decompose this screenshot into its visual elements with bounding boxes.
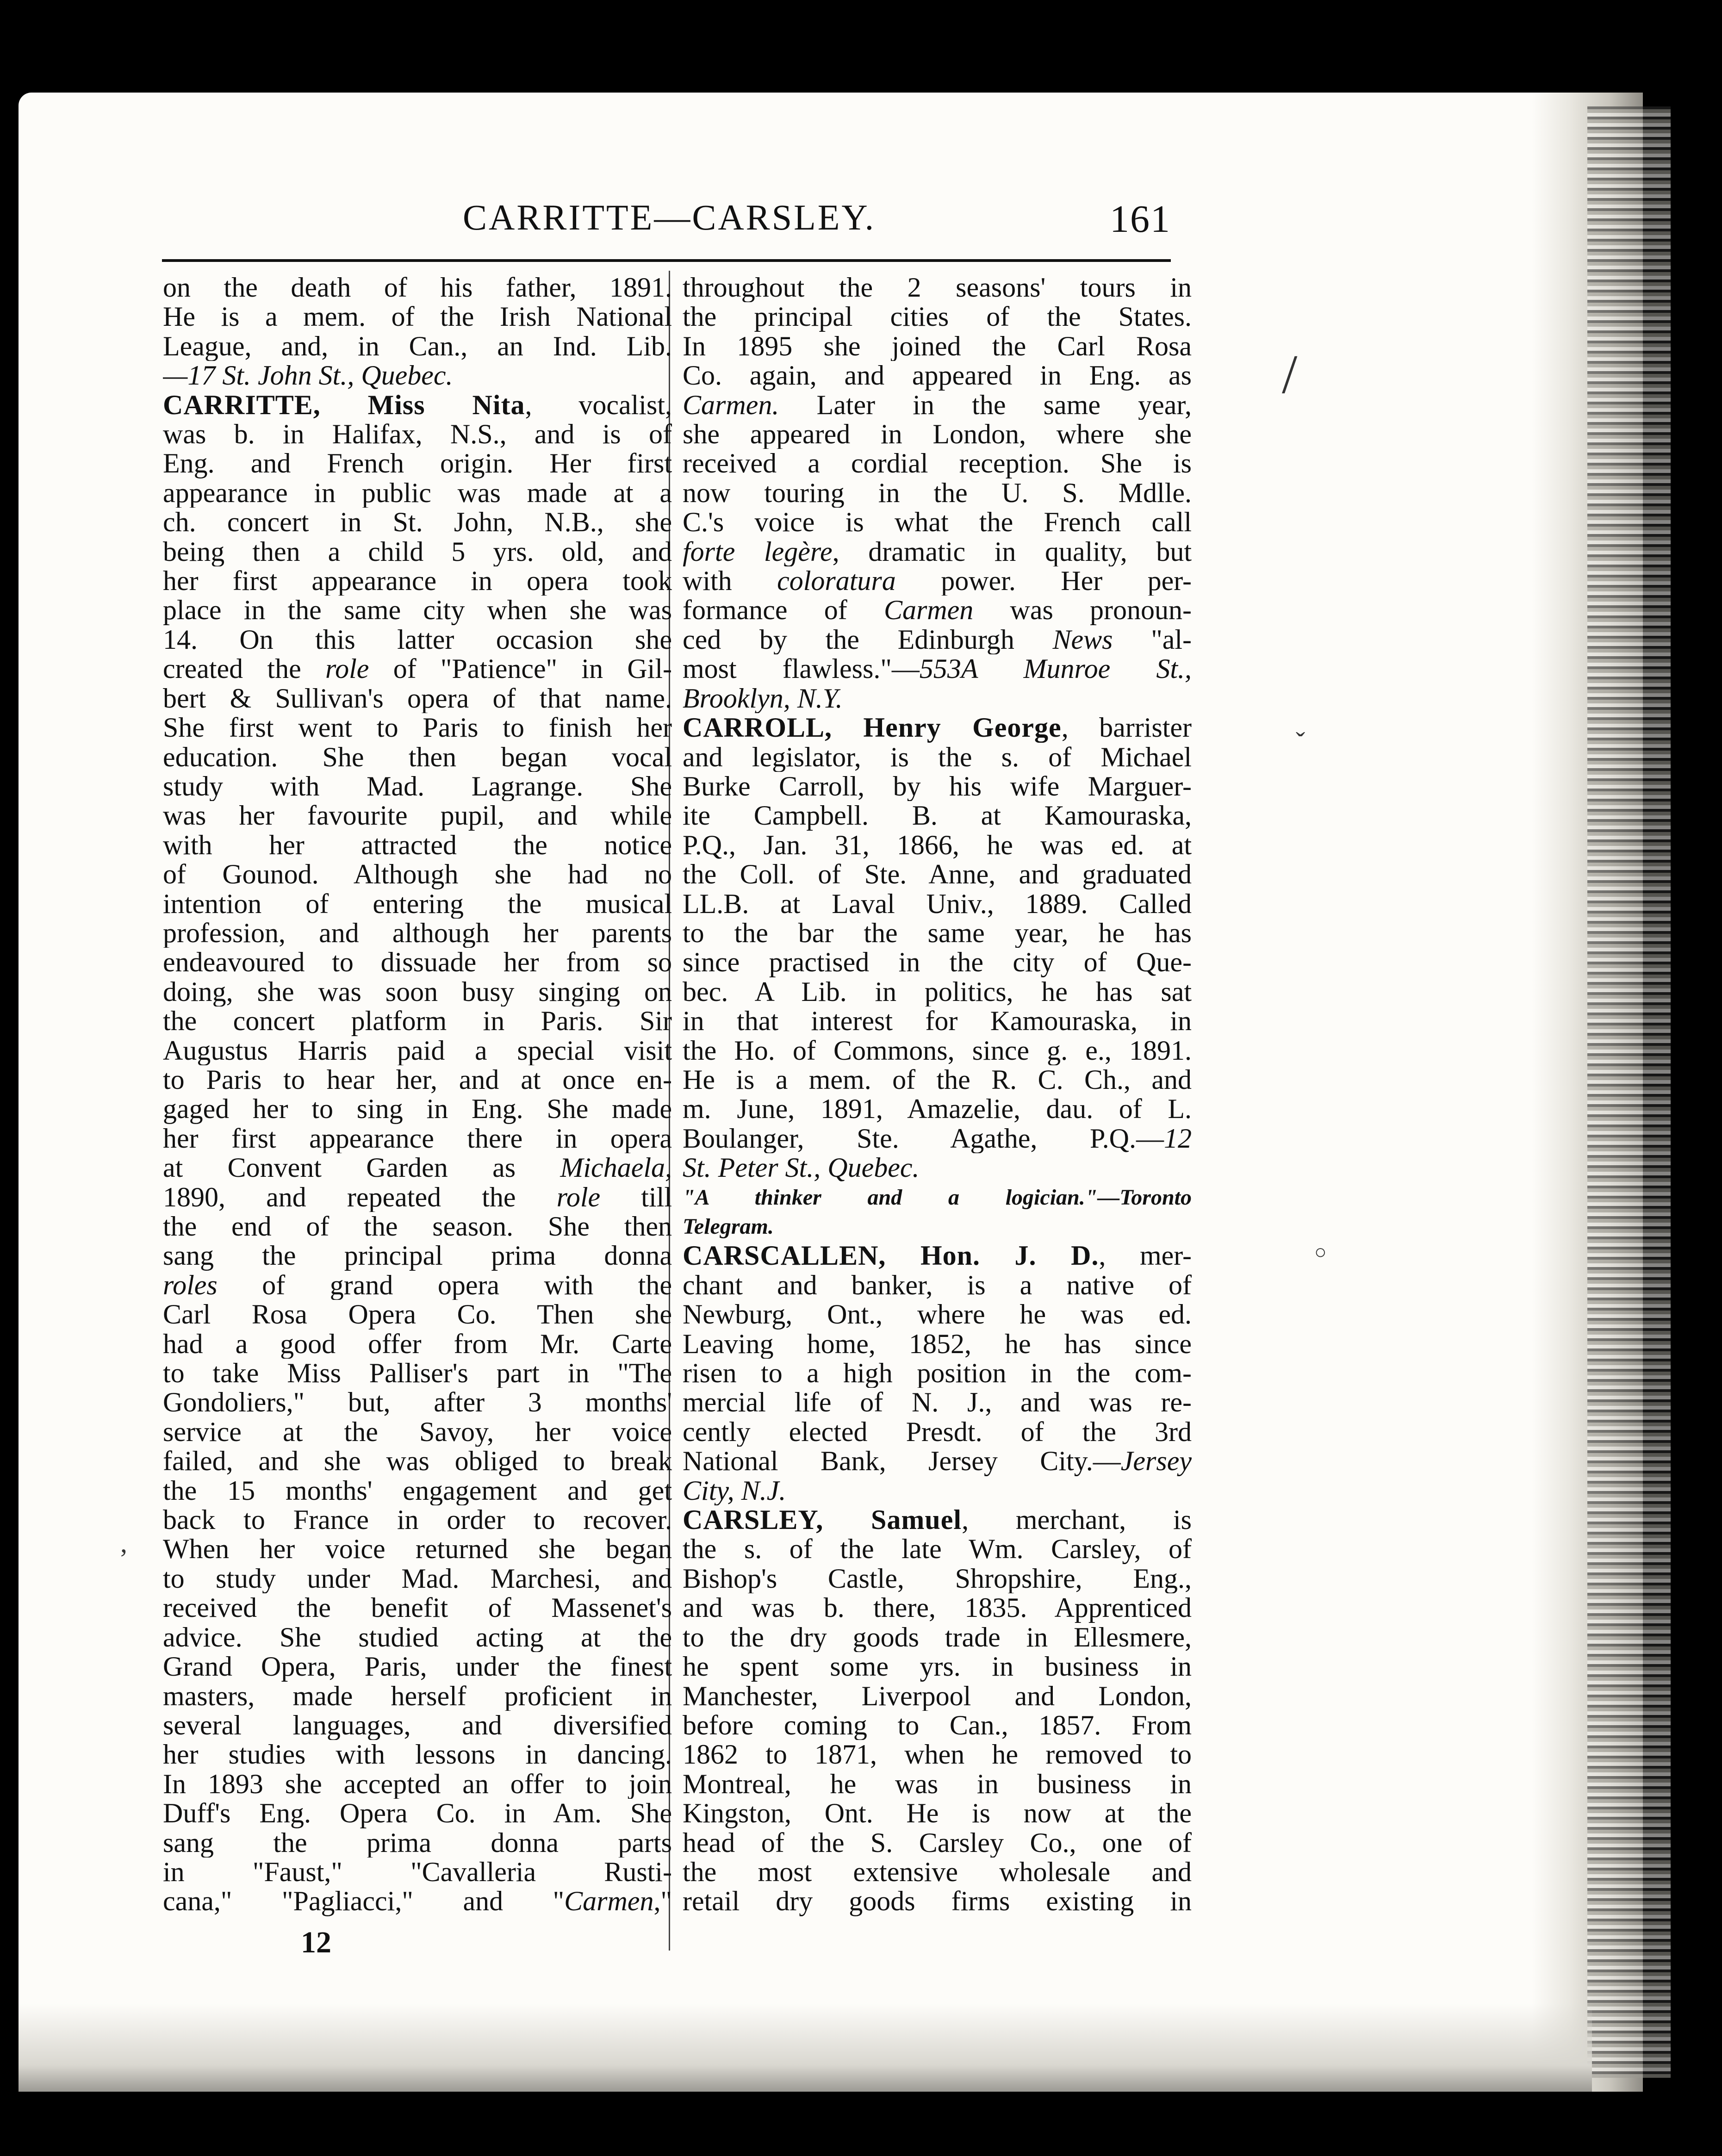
text-line: before coming to Can., 1857. From	[683, 1710, 1192, 1740]
margin-mark-icon: ○	[1314, 1241, 1327, 1263]
text-line: In 1893 she accepted an offer to join	[163, 1769, 672, 1799]
text-line: Leaving home, 1852, he has since	[683, 1329, 1192, 1359]
text-line: place in the same city when she was	[163, 596, 672, 625]
text-line: Augustus Harris paid a special visit	[163, 1036, 672, 1065]
text-line: ch. concert in St. John, N.B., she	[163, 508, 672, 537]
text-line: She first went to Paris to finish her	[163, 713, 672, 743]
text-line: to the bar the same year, he has	[683, 918, 1192, 948]
text-line: the concert platform in Paris. Sir	[163, 1007, 672, 1036]
text-line: Carmen. Later in the same year,	[683, 390, 1192, 420]
text-line: sang the prima donna parts	[163, 1828, 672, 1858]
text-line: cana," "Pagliacci," and "Carmen,"	[163, 1887, 672, 1916]
text-line: Eng. and French origin. Her first	[163, 449, 672, 478]
text-line: service at the Savoy, her voice	[163, 1417, 672, 1447]
text-line: In 1895 she joined the Carl Rosa	[683, 331, 1192, 361]
text-line: of Gounod. Although she had no	[163, 860, 672, 889]
text-line: now touring in the U. S. Mdlle.	[683, 478, 1192, 508]
text-line: to take Miss Palliser's part in "The	[163, 1359, 672, 1388]
text-line: the 15 months' engagement and get	[163, 1476, 672, 1506]
text-line: ite Campbell. B. at Kamouraska,	[683, 801, 1192, 831]
entry-heading-carsley: CARSLEY, Samuel, merchant, is	[683, 1505, 1192, 1535]
text-line: the Ho. of Commons, since g. e., 1891.	[683, 1036, 1192, 1065]
text-line: the s. of the late Wm. Carsley, of	[683, 1535, 1192, 1564]
text-line: at Convent Garden as Michaela,	[163, 1153, 672, 1183]
text-line: her first appearance there in opera	[163, 1124, 672, 1154]
text-line: doing, she was soon busy singing on	[163, 977, 672, 1007]
text-line: Manchester, Liverpool and London,	[683, 1681, 1192, 1711]
entry-heading-carritte: CARRITTE, Miss Nita, vocalist,	[163, 390, 672, 420]
text-line: received the benefit of Massenet's	[163, 1593, 672, 1623]
text-line: chant and banker, is a native of	[683, 1270, 1192, 1300]
text-line: St. Peter St., Quebec.	[683, 1153, 920, 1183]
text-line: appearance in public was made at a	[163, 478, 672, 508]
text-line: bec. A Lib. in politics, he has sat	[683, 977, 1192, 1007]
text-line: with coloratura power. Her per-	[683, 566, 1192, 596]
text-line: the most extensive wholesale and	[683, 1857, 1192, 1887]
text-line: with her attracted the notice	[163, 830, 672, 860]
text-line: Brooklyn, N.Y.	[683, 683, 843, 714]
signature-mark: 12	[301, 1926, 331, 1959]
text-line: formance of Carmen was pronoun-	[683, 596, 1192, 625]
text-line: Co. again, and appeared in Eng. as	[683, 361, 1192, 391]
quote-source: Telegram.	[683, 1214, 774, 1239]
right-column	[683, 273, 1192, 1916]
text-line: on the death of his father, 1891.	[163, 273, 672, 303]
text-line: study with Mad. Lagrange. She	[163, 771, 672, 802]
text-line: LL.B. at Laval Univ., 1889. Called	[683, 889, 1192, 919]
quote-line: "A thinker and a logician."—Toronto	[683, 1185, 1192, 1210]
text-line: her first appearance in opera took	[163, 566, 672, 596]
text-line: since practised in the city of Que-	[683, 948, 1192, 977]
text-line: risen to a high position in the com-	[683, 1359, 1192, 1388]
page-bottom-shadow	[19, 2004, 1592, 2092]
page-number: 161	[1110, 198, 1171, 241]
text-line: Kingston, Ont. He is now at the	[683, 1799, 1192, 1828]
text-line: Carl Rosa Opera Co. Then she	[163, 1300, 672, 1330]
running-header	[463, 197, 1171, 241]
text-line: back to France in order to recover.	[163, 1505, 672, 1535]
text-line: failed, and she was obliged to break	[163, 1447, 672, 1476]
margin-mark-icon: ,	[120, 1528, 127, 1558]
text-line: throughout the 2 seasons' tours in	[683, 273, 1192, 303]
text-line: to study under Mad. Marchesi, and	[163, 1564, 672, 1594]
text-line: he spent some yrs. in business in	[683, 1652, 1192, 1682]
text-line: the Coll. of Ste. Anne, and graduated	[683, 860, 1192, 889]
text-line: forte legère, dramatic in quality, but	[683, 537, 1192, 567]
text-line: to the dry goods trade in Ellesmere,	[683, 1622, 1192, 1653]
text-line: created the role of "Patience" in Gil-	[163, 654, 672, 684]
header-rule	[162, 259, 1171, 262]
text-line: P.Q., Jan. 31, 1866, he was ed. at	[683, 830, 1192, 860]
text-line: Montreal, he was in business in	[683, 1769, 1192, 1799]
text-line: —17 St. John St., Quebec.	[163, 361, 453, 391]
text-line: Grand Opera, Paris, under the finest	[163, 1652, 672, 1682]
text-line: and legislator, is the s. of Michael	[683, 742, 1192, 772]
text-line: in "Faust," "Cavalleria Rusti-	[163, 1857, 672, 1887]
text-line: When her voice returned she began	[163, 1535, 672, 1564]
text-line: was b. in Halifax, N.S., and is of	[163, 420, 672, 449]
text-line: most flawless."—553A Munroe St.,	[683, 654, 1192, 684]
text-line: Boulanger, Ste. Agathe, P.Q.—12	[683, 1124, 1192, 1154]
page-edge-stack	[1587, 106, 1671, 2078]
text-line: League, and, in Can., an Ind. Lib.	[163, 331, 672, 361]
text-line: endeavoured to dissuade her from so	[163, 948, 672, 977]
text-line: intention of entering the musical	[163, 889, 672, 919]
text-line: profession, and although her parents	[163, 918, 672, 948]
text-line: and was b. there, 1835. Apprenticed	[683, 1593, 1192, 1623]
text-line: ced by the Edinburgh News "al-	[683, 625, 1192, 655]
text-line: in that interest for Kamouraska, in	[683, 1007, 1192, 1036]
text-line: mercial life of N. J., and was re-	[683, 1388, 1192, 1417]
text-line: He is a mem. of the Irish National	[163, 302, 672, 332]
text-line: the principal cities of the States.	[683, 302, 1192, 332]
margin-mark-icon: /	[1282, 343, 1298, 405]
text-line: advice. She studied acting at the	[163, 1622, 672, 1653]
text-line: to Paris to hear her, and at once en-	[163, 1065, 672, 1095]
text-line: the end of the season. She then	[163, 1212, 672, 1242]
text-line: received a cordial reception. She is	[683, 449, 1192, 478]
text-line: had a good offer from Mr. Carte	[163, 1329, 672, 1359]
text-line: being then a child 5 yrs. old, and	[163, 537, 672, 567]
text-line: bert & Sullivan's opera of that name.	[163, 683, 672, 714]
text-line: she appeared in London, where she	[683, 420, 1192, 449]
text-line: m. June, 1891, Amazelie, dau. of L.	[683, 1094, 1192, 1124]
text-line: her studies with lessons in dancing.	[163, 1740, 672, 1770]
entry-heading-carscallen: CARSCALLEN, Hon. J. D., mer-	[683, 1241, 1192, 1271]
left-column	[163, 273, 672, 1916]
text-line: 1890, and repeated the role till	[163, 1182, 672, 1212]
text-line: sang the principal prima donna	[163, 1241, 672, 1271]
text-line: gaged her to sing in Eng. She made	[163, 1094, 672, 1124]
entry-heading-carroll: CARROLL, Henry George, barrister	[683, 713, 1192, 743]
text-line: Bishop's Castle, Shropshire, Eng.,	[683, 1564, 1192, 1594]
text-line: retail dry goods firms existing in	[683, 1887, 1192, 1916]
text-line: C.'s voice is what the French call	[683, 508, 1192, 537]
text-line: Newburg, Ont., where he was ed.	[683, 1300, 1192, 1330]
text-line: was her favourite pupil, and while	[163, 801, 672, 831]
text-line: education. She then began vocal	[163, 742, 672, 772]
text-line: cently elected Presdt. of the 3rd	[683, 1417, 1192, 1447]
text-line: National Bank, Jersey City.—Jersey	[683, 1447, 1192, 1476]
text-line: 1862 to 1871, when he removed to	[683, 1740, 1192, 1770]
text-line: 14. On this latter occasion she	[163, 625, 672, 655]
text-line: masters, made herself proficient in	[163, 1681, 672, 1711]
text-line: He is a mem. of the R. C. Ch., and	[683, 1065, 1192, 1095]
text-line: roles of grand opera with the	[163, 1270, 672, 1300]
text-line: Duff's Eng. Opera Co. in Am. She	[163, 1799, 672, 1828]
text-line: Gondoliers," but, after 3 months'	[163, 1388, 672, 1417]
running-title: CARRITTE—CARSLEY.	[463, 197, 876, 237]
text-line: several languages, and diversified	[163, 1710, 672, 1740]
margin-mark-icon: ˇ	[1296, 727, 1305, 758]
text-line: City, N.J.	[683, 1476, 786, 1506]
text-line: head of the S. Carsley Co., one of	[683, 1828, 1192, 1858]
text-line: Burke Carroll, by his wife Marguer-	[683, 771, 1192, 802]
